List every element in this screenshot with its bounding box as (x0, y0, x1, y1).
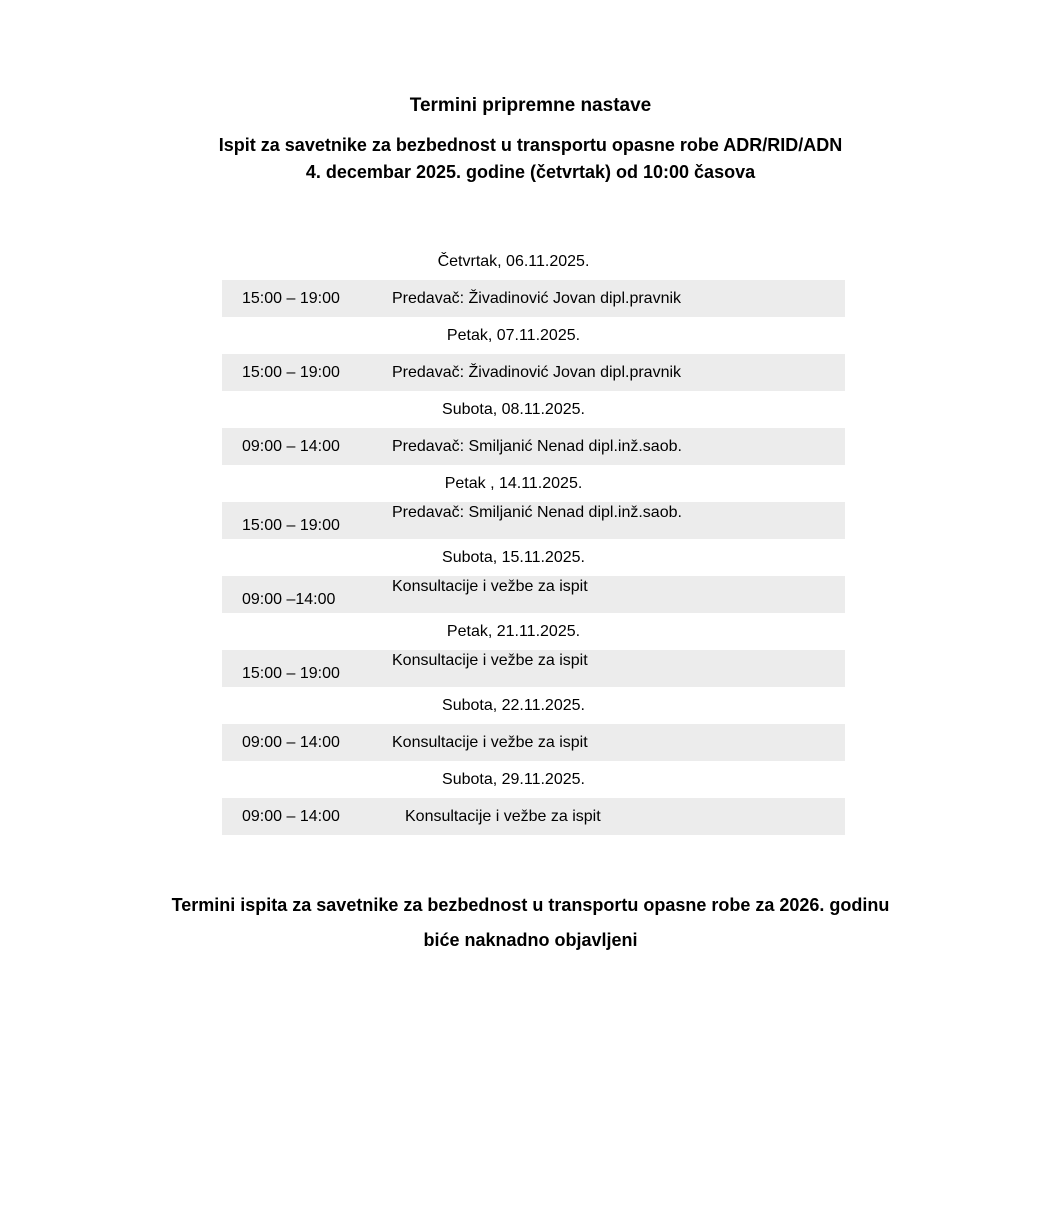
activity-cell: Predavač: Živadinović Jovan dipl.pravnik (392, 363, 682, 381)
day-header-row (222, 613, 845, 650)
day-header-row (222, 391, 845, 428)
session-row (222, 650, 845, 687)
session-row (222, 724, 845, 761)
time-cell: 09:00 –14:00 (242, 591, 336, 608)
subtitle (0, 132, 1061, 186)
time-cell: 09:00 – 14:00 (242, 437, 340, 455)
day-header-label: Petak, 21.11.2025. (446, 622, 581, 640)
session-row (222, 280, 845, 317)
time-cell: 09:00 – 14:00 (242, 807, 340, 825)
activity-cell: Konsultacije i vežbe za ispit (392, 733, 588, 751)
day-header-label: Subota, 15.11.2025. (442, 548, 585, 566)
day-header-row (222, 687, 845, 724)
footer-note (0, 888, 1061, 958)
day-header-label: Petak , 14.11.2025. (444, 474, 583, 492)
day-header-label: Petak, 07.11.2025. (446, 326, 581, 344)
time-cell: 15:00 – 19:00 (242, 289, 340, 307)
session-row (222, 428, 845, 465)
time-cell: 15:00 – 19:00 (242, 517, 340, 534)
footer-line-1: Termini ispita za savetnike za bezbednost u transportu opasne robe za 2026. godinu (171, 895, 890, 915)
day-header-row (222, 465, 845, 502)
activity-cell: Predavač: Smiljanić Nenad dipl.inž.saob. (392, 504, 682, 521)
time-cell: 09:00 – 14:00 (242, 733, 340, 751)
session-row (222, 354, 845, 391)
schedule-table (222, 243, 845, 835)
day-header-row (222, 539, 845, 576)
activity-cell: Predavač: Živadinović Jovan dipl.pravnik (392, 289, 682, 307)
subtitle-line-1: Ispit za savetnike za bezbednost u transportu opasne robe ADR/RID/ADN (218, 135, 843, 155)
time-cell: 15:00 – 19:00 (242, 363, 340, 381)
day-header-row (222, 243, 845, 280)
time-cell: 15:00 – 19:00 (242, 665, 340, 682)
page-title: Termini pripremne nastave (409, 95, 652, 116)
day-header-row (222, 761, 845, 798)
day-header-label: Subota, 22.11.2025. (442, 696, 585, 714)
day-header-label: Četvrtak, 06.11.2025. (437, 252, 590, 270)
activity-cell: Predavač: Smiljanić Nenad dipl.inž.saob. (392, 437, 682, 455)
activity-cell: Konsultacije i vežbe za ispit (405, 807, 601, 825)
activity-cell: Konsultacije i vežbe za ispit (392, 652, 588, 669)
session-row (222, 502, 845, 539)
day-header-label: Subota, 08.11.2025. (442, 400, 585, 418)
subtitle-line-2: 4. decembar 2025. godine (četvrtak) od 10:00 časova (305, 162, 756, 182)
day-header-row (222, 317, 845, 354)
footer-line-2: biće naknadno objavljeni (423, 930, 638, 950)
session-row (222, 798, 845, 835)
day-header-label: Subota, 29.11.2025. (442, 770, 585, 788)
activity-cell: Konsultacije i vežbe za ispit (392, 578, 588, 595)
session-row (222, 576, 845, 613)
